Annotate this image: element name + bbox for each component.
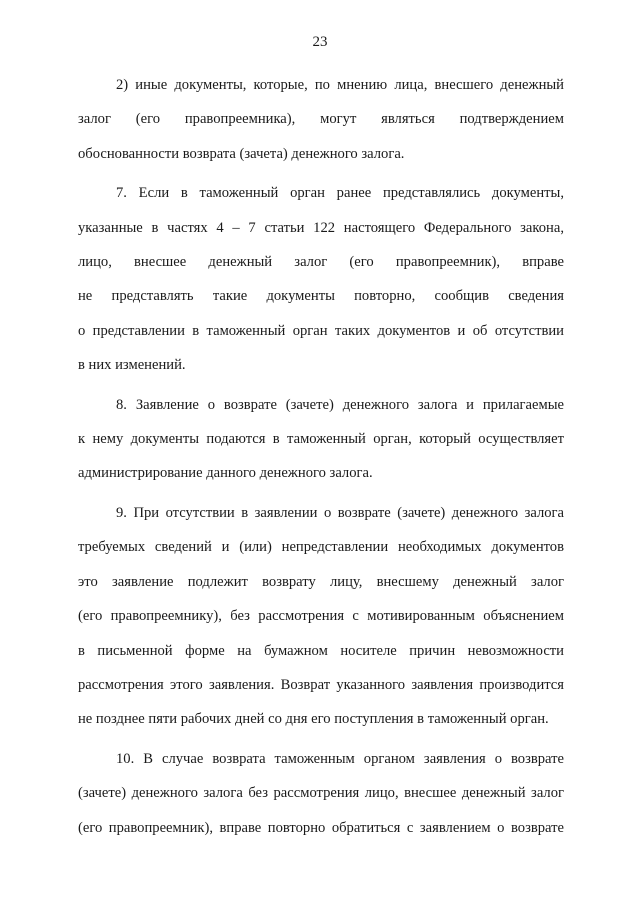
text-line: 7. Если в таможенный орган ранее представлялись документы, (116, 185, 564, 202)
paragraph-item-2 (78, 68, 564, 171)
text-line: в них изменений. (78, 357, 186, 374)
text-line: рассмотрения этого заявления. Возврат указанного заявления производится (78, 676, 564, 693)
text-line: в письменной форме на бумажном носителе причин невозможности (78, 642, 564, 659)
paragraph-10 (78, 742, 564, 845)
document-body (78, 68, 564, 850)
text-line: не позднее пяти рабочих дней со дня его поступления в таможенный орган. (78, 711, 549, 728)
text-line: залог (его правопреемника), могут являться подтверждением (78, 111, 564, 128)
text-line: 2) иные документы, которые, по мнению лица, внесшего денежный (116, 77, 564, 93)
text-line: обоснованности возврата (зачета) денежного залога. (78, 145, 405, 162)
text-line: 9. При отсутствии в заявлении о возврате (зачете) денежного залога (116, 504, 564, 521)
paragraph-7 (78, 176, 564, 382)
text-line: требуемых сведений и (или) непредставлении необходимых документов (78, 539, 564, 556)
text-line: 10. В случае возврата таможенным органом заявления о возврате (116, 750, 564, 767)
text-line: указанные в частях 4 – 7 статьи 122 настоящего Федерального закона, (78, 219, 564, 236)
text-line: о представлении в таможенный орган таких документов и об отсутствии (78, 322, 564, 339)
text-line: 8. Заявление о возврате (зачете) денежного залога и прилагаемые (116, 396, 564, 413)
text-line: (зачете) денежного залога без рассмотрения лицо, внесшее денежный залог (78, 785, 564, 802)
page-number: 23 (312, 34, 328, 50)
text-line: не представлять такие документы повторно, сообщив сведения (78, 288, 564, 305)
text-line: это заявление подлежит возврату лицу, внесшему денежный залог (78, 573, 564, 590)
text-line: лицо, внесшее денежный залог (его правопреемник), вправе (78, 254, 564, 271)
text-line: (его правопреемнику), без рассмотрения с мотивированным объяснением (78, 608, 564, 625)
text-line: (его правопреемник), вправе повторно обратиться с заявлением о возврате (78, 819, 564, 836)
text-line: администрирование данного денежного залога. (78, 465, 373, 482)
paragraph-8 (78, 388, 564, 491)
paragraph-9 (78, 496, 564, 737)
text-line: к нему документы подаются в таможенный орган, который осуществляет (78, 431, 564, 448)
